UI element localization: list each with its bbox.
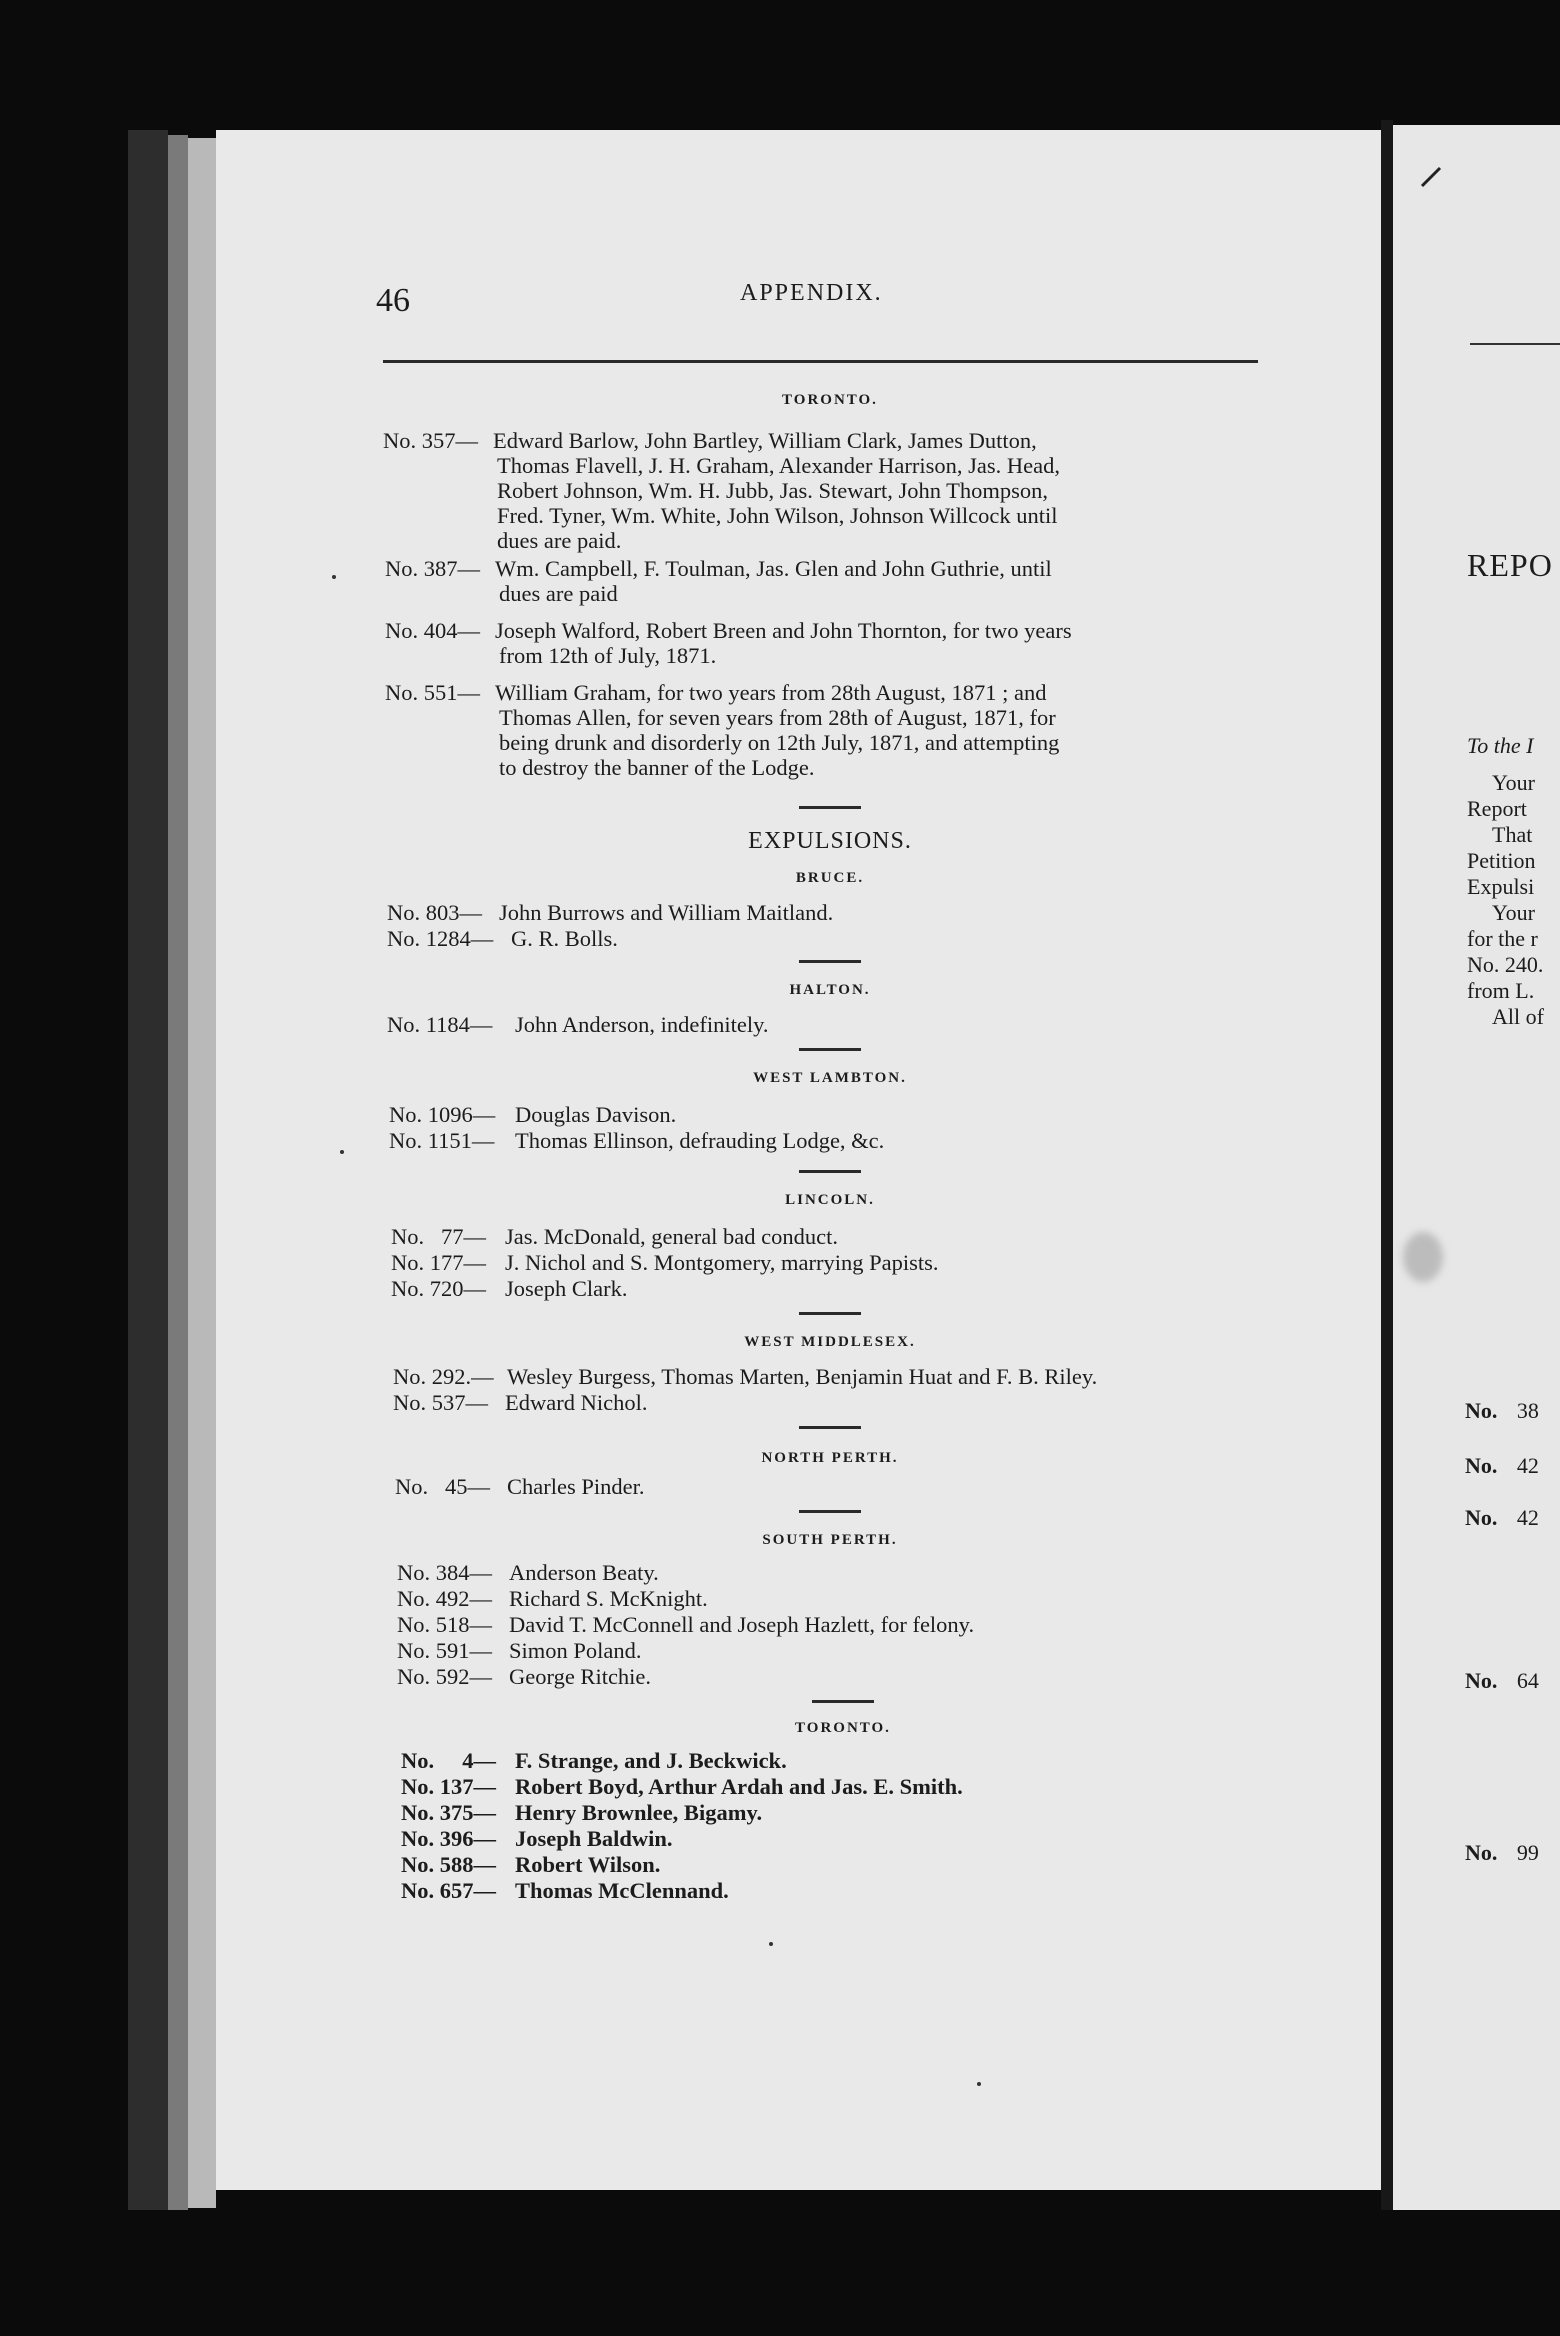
section-heading-toronto-suspensions: TORONTO. — [782, 392, 878, 408]
body-line: Report — [1467, 796, 1527, 821]
entry-number: No. 551— — [385, 680, 480, 705]
entry-text: dues are paid — [499, 581, 618, 606]
entry-text: Charles Pinder. — [507, 1474, 645, 1499]
section-divider — [799, 806, 861, 809]
section-divider — [799, 960, 861, 963]
right-page — [1393, 125, 1560, 2210]
entry-text: Fred. Tyner, Wm. White, John Wilson, Johnson Willcock until — [497, 503, 1058, 528]
entry-text: 99 — [1516, 1840, 1539, 1865]
body-line: All of — [1492, 1004, 1544, 1029]
section-heading-halton: HALTON. — [789, 982, 871, 998]
entry-text: David T. McConnell and Joseph Hazlett, for felony. — [509, 1612, 975, 1637]
entry-text: Richard S. McKnight. — [509, 1586, 708, 1611]
entry-text: Wm. Campbell, F. Toulman, Jas. Glen and John Guthrie, until — [495, 556, 1052, 581]
entry-number: No. 4— — [401, 1748, 496, 1773]
entry-number: No. 404— — [385, 618, 480, 643]
page-stack-edge — [188, 138, 216, 2208]
entry-number: No. 591— — [397, 1638, 492, 1663]
section-divider — [799, 1048, 861, 1051]
section-heading-west-middlesex: WEST MIDDLESEX. — [744, 1334, 916, 1350]
entry-number: No. 1096— — [389, 1102, 496, 1127]
entry-text: F. Strange, and J. Beckwick. — [515, 1748, 787, 1773]
entry-text: Joseph Clark. — [505, 1276, 628, 1301]
body-line: No. 240. — [1467, 952, 1544, 977]
entry-text: Edward Nichol. — [505, 1390, 648, 1415]
entry-number: No. 137— — [401, 1774, 496, 1799]
list-item — [1465, 1840, 1539, 1866]
ink-speck — [977, 2082, 981, 2086]
section-heading-north-perth: NORTH PERTH. — [761, 1450, 899, 1466]
expulsions-title: EXPULSIONS. — [748, 828, 912, 854]
entry-text: from 12th of July, 1871. — [499, 643, 717, 668]
entry-text: Thomas Allen, for seven years from 28th of August, 1871, for — [499, 705, 1056, 730]
ink-speck — [332, 575, 336, 579]
entry-text: Joseph Walford, Robert Breen and John Thornton, for two years — [495, 618, 1072, 643]
list-item — [1465, 1668, 1539, 1694]
entry-number: No. 1151— — [389, 1128, 495, 1153]
entry-number: No. — [1465, 1668, 1498, 1693]
entry-text: Robert Johnson, Wm. H. Jubb, Jas. Stewart, John Thompson, — [497, 478, 1049, 503]
entry-number: No. 492— — [397, 1586, 492, 1611]
entry-text: 42 — [1516, 1453, 1539, 1478]
entry-number: No. 77— — [391, 1224, 486, 1249]
entry-number: No. — [1465, 1398, 1498, 1423]
ink-speck — [769, 1942, 773, 1946]
body-line: Expulsi — [1467, 874, 1535, 899]
page-number: 46 — [376, 282, 410, 319]
entry-text: to destroy the banner of the Lodge. — [499, 755, 815, 780]
running-head: APPENDIX. — [740, 280, 883, 306]
body-line: Petition — [1467, 848, 1536, 873]
body-line: Your — [1492, 900, 1536, 925]
section-heading-bruce: BRUCE. — [795, 870, 865, 886]
entry-text: Thomas Flavell, J. H. Graham, Alexander Harrison, Jas. Head, — [497, 453, 1060, 478]
entry-number: No. 657— — [401, 1878, 496, 1903]
section-divider — [799, 1312, 861, 1315]
entry-number: No. 292.— — [393, 1364, 494, 1389]
entry-text: J. Nichol and S. Montgomery, marrying Papists. — [505, 1250, 939, 1275]
entry-text: Anderson Beaty. — [509, 1560, 659, 1585]
body-line: Your — [1492, 770, 1536, 795]
entry-text: Joseph Baldwin. — [515, 1826, 673, 1851]
entry-number: No. 803— — [387, 900, 482, 925]
list-item — [1465, 1505, 1539, 1531]
entry-text: John Anderson, indefinitely. — [515, 1012, 769, 1037]
entry-text: Edward Barlow, John Bartley, William Clark, James Dutton, — [493, 428, 1037, 453]
entry-number: No. 588— — [401, 1852, 496, 1877]
entry-number: No. 375— — [401, 1800, 496, 1825]
entry-text: William Graham, for two years from 28th August, 1871 ; and — [495, 680, 1047, 705]
entry-number: No. 45— — [395, 1474, 490, 1499]
entry-text: Wesley Burgess, Thomas Marten, Benjamin Huat and F. B. Riley. — [507, 1364, 1098, 1389]
section-heading-toronto-expulsions: TORONTO. — [795, 1720, 891, 1736]
entry-number: No. 1284— — [387, 926, 494, 951]
entry-text: Robert Wilson. — [515, 1852, 661, 1877]
entry-text: G. R. Bolls. — [511, 926, 618, 951]
header-rule — [383, 360, 1258, 363]
scan-smudge — [1403, 1232, 1443, 1282]
entry-text: George Ritchie. — [509, 1664, 652, 1689]
entry-text: John Burrows and William Maitland. — [499, 900, 834, 925]
book-binding-edge — [168, 135, 188, 2210]
entry-number: No. 396— — [401, 1826, 496, 1851]
entry-number: No. — [1465, 1453, 1498, 1478]
entry-number: No. 720— — [391, 1276, 486, 1301]
entry-text: being drunk and disorderly on 12th July, 1871, and attempting — [499, 730, 1060, 755]
section-divider — [812, 1700, 874, 1703]
body-line: for the r — [1467, 926, 1538, 951]
pen-mark — [1418, 160, 1458, 200]
entry-text: Simon Poland. — [509, 1638, 642, 1663]
entry-number: No. 387— — [385, 556, 480, 581]
body-line: from L. — [1467, 978, 1535, 1003]
salutation: To the I — [1467, 733, 1534, 758]
entry-text: 38 — [1516, 1398, 1539, 1423]
entry-text: Thomas McClennand. — [515, 1878, 729, 1903]
entry-number: No. 1184— — [387, 1012, 493, 1037]
entry-number: No. — [1465, 1840, 1498, 1865]
list-item — [1465, 1398, 1539, 1424]
entry-number: No. — [1465, 1505, 1498, 1530]
section-heading-west-lambton: WEST LAMBTON. — [753, 1070, 907, 1086]
entry-text: 64 — [1516, 1668, 1539, 1693]
section-divider — [799, 1510, 861, 1513]
entry-text: 42 — [1516, 1505, 1539, 1530]
ink-speck — [340, 1150, 344, 1154]
list-item — [1465, 1453, 1539, 1479]
entry-number: No. 592— — [397, 1664, 492, 1689]
entry-number: No. 357— — [383, 428, 478, 453]
entry-text: Douglas Davison. — [515, 1102, 677, 1127]
header-rule-right — [1470, 343, 1560, 345]
entry-text: Henry Brownlee, Bigamy. — [515, 1800, 763, 1825]
section-divider — [799, 1426, 861, 1429]
right-page-heading: REPO — [1467, 547, 1553, 583]
book-binding-shadow — [128, 130, 168, 2210]
section-heading-lincoln: LINCOLN. — [785, 1192, 875, 1208]
entry-text: Thomas Ellinson, defrauding Lodge, &c. — [515, 1128, 885, 1153]
entry-number: No. 177— — [391, 1250, 486, 1275]
entry-number: No. 537— — [393, 1390, 488, 1415]
section-divider — [799, 1170, 861, 1173]
section-heading-south-perth: SOUTH PERTH. — [762, 1532, 898, 1548]
entry-text: dues are paid. — [497, 528, 622, 553]
entry-text: Jas. McDonald, general bad conduct. — [505, 1224, 839, 1249]
entry-number: No. 384— — [397, 1560, 492, 1585]
body-line: That — [1492, 822, 1533, 847]
page-gutter — [1381, 120, 1393, 2210]
entry-text: Robert Boyd, Arthur Ardah and Jas. E. Smith. — [515, 1774, 963, 1799]
entry-number: No. 518— — [397, 1612, 492, 1637]
